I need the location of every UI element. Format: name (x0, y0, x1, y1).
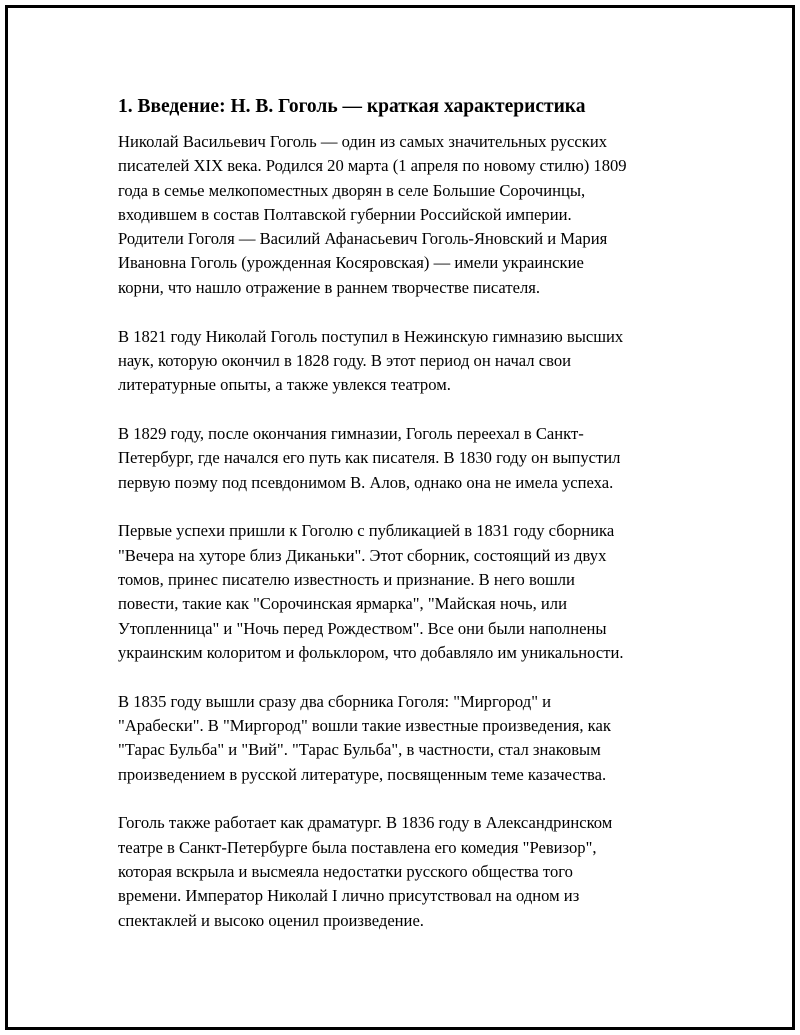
paragraph-line: Гоголь также работает как драматург. В 1836 году в Александринском (118, 813, 613, 833)
paragraph-line: произведением в русской литературе, посвященным теме казачества. (118, 764, 607, 784)
paragraph-line: "Арабески". В "Миргород" вошли такие известные произведения, как (118, 715, 611, 735)
paragraph-line: "Тарас Бульба" и "Вий". "Тарас Бульба", в частности, стал знаковым (118, 740, 601, 760)
paragraph-line: года в семье мелкопоместных дворян в селе Большие Сорочинцы, (118, 180, 586, 200)
paragraph (118, 325, 698, 398)
paragraph-line: Утопленница" и "Ночь перед Рождеством". Все они были наполнены (118, 618, 607, 638)
document-body (118, 95, 698, 957)
paragraph-line: украинским колоритом и фольклором, что добавляло им уникальности. (118, 642, 624, 662)
paragraph-line: Первые успехи пришли к Гоголю с публикацией в 1831 году сборника (118, 521, 615, 541)
paragraph-line: времени. Император Николай I лично присутствовал на одном из (118, 886, 580, 906)
paragraph-line: Николай Васильевич Гоголь — один из самых значительных русских (118, 132, 608, 151)
paragraph-line: театре в Санкт-Петербурге была поставлена его комедия "Ревизор", (118, 837, 597, 857)
paragraphs-container (118, 130, 698, 933)
paragraph-line: "Вечера на хуторе близ Диканьки". Этот сборник, состоящий из двух (118, 545, 607, 565)
paragraph-line: Родители Гоголя — Василий Афанасьевич Гоголь-Яновский и Мария (118, 229, 608, 249)
section-title: 1. Введение: Н. В. Гоголь — краткая характеристика (118, 96, 586, 117)
paragraph-line: Петербург, где начался его путь как писателя. В 1830 году он выпустил (118, 448, 621, 468)
paragraph-line: томов, принес писателю известность и признание. В него вошли (118, 569, 575, 589)
paragraph-line: спектаклей и высоко оценил произведение. (118, 910, 424, 930)
paragraph-line: которая вскрыла и высмеяла недостатки русского общества того (118, 861, 573, 881)
paragraph (118, 519, 698, 665)
paragraph-line: первую поэму под псевдонимом В. Алов, однако она не имела успеха. (118, 472, 614, 492)
paragraph-line: писателей XIX века. Родился 20 марта (1 апреля по новому стилю) 1809 (118, 156, 627, 176)
paragraph-line: Ивановна Гоголь (урожденная Косяровская) — имели украинские (118, 253, 584, 273)
paragraph (118, 811, 698, 932)
paragraph-line: В 1835 году вышли сразу два сборника Гоголя: "Миргород" и (118, 691, 551, 711)
paragraph-line: корни, что нашло отражение в раннем творчестве писателя. (118, 277, 541, 297)
paragraph (118, 130, 698, 300)
paragraph (118, 690, 698, 787)
paragraph-line: В 1821 году Николай Гоголь поступил в Нежинскую гимназию высших (118, 326, 624, 346)
paragraph-line: повести, такие как "Сорочинская ярмарка", "Майская ночь, или (118, 594, 567, 614)
paragraph-line: В 1829 году, после окончания гимназии, Гоголь переехал в Санкт- (118, 423, 584, 443)
paragraph-line: входившем в состав Полтавской губернии Российской империи. (118, 204, 572, 224)
paragraph-line: наук, которую окончил в 1828 году. В этот период он начал свои (118, 350, 571, 370)
paragraph (118, 422, 698, 495)
paragraph-line: литературные опыты, а также увлекся театром. (118, 375, 451, 395)
